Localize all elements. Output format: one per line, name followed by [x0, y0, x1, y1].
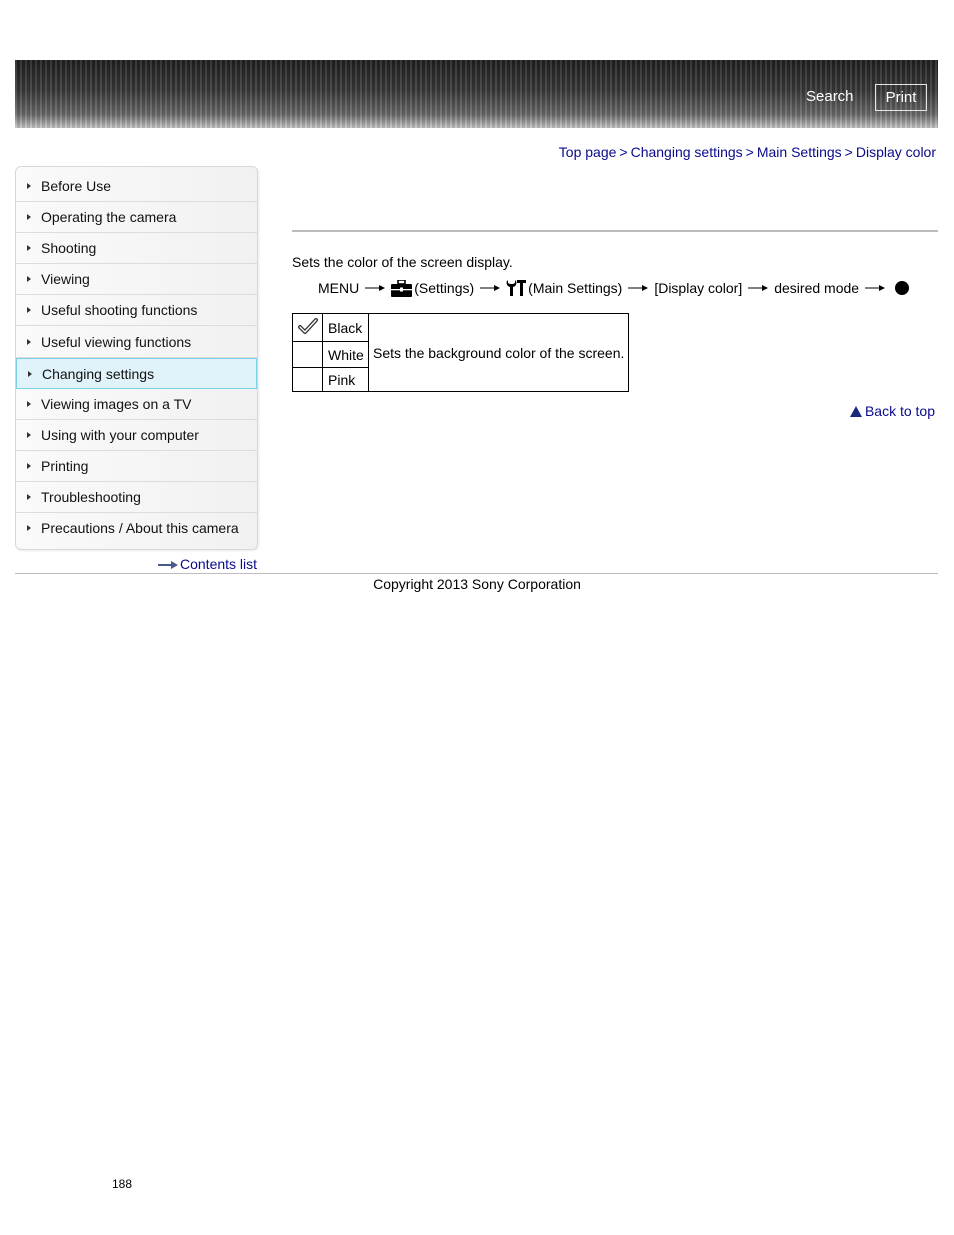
- step-main-settings: (Main Settings): [528, 280, 623, 296]
- sidebar-item-label: Useful shooting functions: [41, 302, 198, 318]
- sidebar-item-label: Operating the camera: [41, 209, 177, 225]
- sidebar-item-using-with-your-computer[interactable]: [16, 420, 257, 451]
- step-display-color: [Display color]: [654, 280, 743, 296]
- content-divider: [292, 230, 938, 232]
- arrow-right-icon: [27, 339, 31, 345]
- page-number: 188: [112, 1177, 133, 1191]
- breadcrumb-top-page[interactable]: Top page: [558, 144, 617, 160]
- footer-divider: [15, 573, 938, 574]
- sidebar-item-useful-shooting-functions[interactable]: [16, 295, 257, 326]
- sidebar-item-label: Precautions / About this camera: [41, 520, 239, 536]
- contents-list-label: Contents list: [180, 556, 258, 572]
- center-button-dot-icon: [895, 281, 909, 295]
- arrow-right-icon: [27, 432, 31, 438]
- sidebar-item-viewing-images-on-a-tv[interactable]: [16, 389, 257, 420]
- copyright-text: Copyright 2013 Sony Corporation: [373, 576, 581, 592]
- arrow-right-icon: [480, 284, 500, 292]
- sidebar-item-label: Changing settings: [42, 366, 155, 382]
- sidebar-item-shooting[interactable]: [16, 233, 257, 264]
- arrow-right-icon: [748, 284, 768, 292]
- sidebar-item-changing-settings[interactable]: [16, 358, 257, 389]
- sidebar-item-precautions[interactable]: [16, 513, 257, 544]
- sidebar-item-label: Viewing: [41, 271, 90, 287]
- sidebar-item-label: Useful viewing functions: [41, 334, 192, 350]
- sidebar-item-label: Using with your computer: [41, 427, 199, 443]
- back-to-top-link[interactable]: [850, 403, 935, 419]
- back-to-top-label: Back to top: [864, 403, 935, 419]
- table-row: [293, 314, 629, 342]
- sidebar-item-viewing[interactable]: [16, 264, 257, 295]
- arrow-right-icon: [27, 525, 31, 531]
- empty-cell: [293, 368, 323, 392]
- header-bar: [15, 60, 938, 128]
- option-name: White: [323, 342, 369, 368]
- breadcrumb-separator: >: [745, 144, 754, 160]
- breadcrumb: [559, 144, 936, 160]
- sidebar-item-operating-the-camera[interactable]: [16, 202, 257, 233]
- sidebar-item-troubleshooting[interactable]: [16, 482, 257, 513]
- sidebar-nav: [15, 166, 258, 550]
- arrow-right-icon: [158, 561, 178, 569]
- search-link[interactable]: Search: [806, 88, 854, 105]
- triangle-up-icon: [850, 406, 862, 417]
- contents-list-link[interactable]: [158, 556, 257, 572]
- arrow-right-icon: [628, 284, 648, 292]
- arrow-right-icon: [28, 371, 32, 377]
- sidebar-item-label: Printing: [41, 458, 89, 474]
- arrow-right-icon: [27, 463, 31, 469]
- arrow-right-icon: [27, 494, 31, 500]
- arrow-right-icon: [27, 245, 31, 251]
- breadcrumb-display-color[interactable]: Display color: [855, 144, 936, 160]
- checkmark-icon: [298, 318, 318, 335]
- step-desired-mode: desired mode: [774, 280, 860, 296]
- arrow-right-icon: [27, 401, 31, 407]
- option-description: Sets the background color of the screen.: [369, 314, 629, 392]
- empty-cell: [293, 342, 323, 368]
- step-settings: (Settings): [414, 280, 475, 296]
- default-check-cell: [293, 314, 323, 342]
- arrow-right-icon: [365, 284, 385, 292]
- sidebar-item-before-use[interactable]: [16, 171, 257, 202]
- sidebar-item-label: Shooting: [41, 240, 97, 256]
- sidebar-item-label: Viewing images on a TV: [41, 396, 192, 412]
- print-button[interactable]: Print: [875, 84, 927, 111]
- arrow-right-icon: [27, 276, 31, 282]
- settings-toolbox-icon: [391, 280, 412, 297]
- display-color-options-table: [292, 313, 629, 392]
- sidebar-item-printing[interactable]: [16, 451, 257, 482]
- sidebar-item-label: Troubleshooting: [41, 489, 141, 505]
- option-name: Pink: [323, 368, 369, 392]
- step-menu: MENU: [318, 280, 360, 296]
- breadcrumb-separator: >: [619, 144, 628, 160]
- arrow-right-icon: [27, 307, 31, 313]
- sidebar-item-label: Before Use: [41, 178, 112, 194]
- option-name: Black: [323, 314, 369, 342]
- menu-steps: [318, 276, 909, 300]
- arrow-right-icon: [27, 183, 31, 189]
- main-settings-wrench-icon: [506, 279, 526, 297]
- breadcrumb-separator: >: [844, 144, 853, 160]
- breadcrumb-main-settings[interactable]: Main Settings: [756, 144, 842, 160]
- breadcrumb-changing-settings[interactable]: Changing settings: [630, 144, 743, 160]
- sidebar-item-useful-viewing-functions[interactable]: [16, 327, 257, 358]
- arrow-right-icon: [27, 214, 31, 220]
- arrow-right-icon: [865, 284, 885, 292]
- intro-text: Sets the color of the screen display.: [292, 254, 513, 270]
